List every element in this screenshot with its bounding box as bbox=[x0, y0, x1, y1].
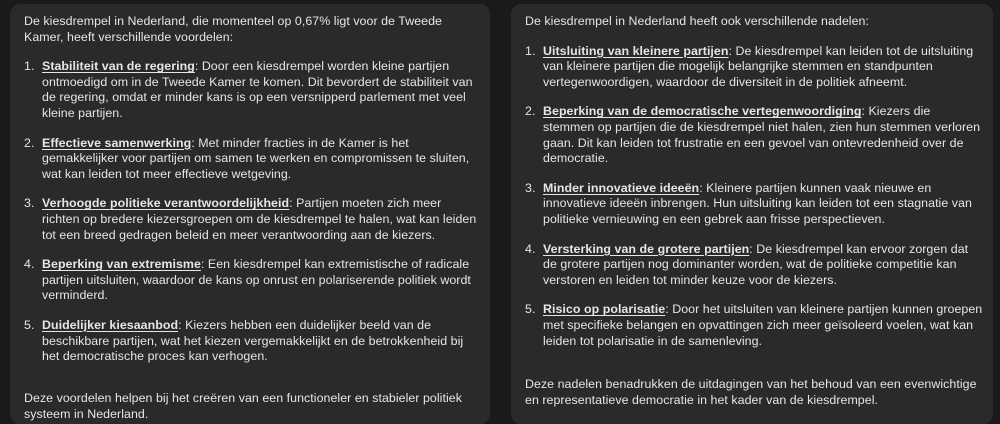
list-item bbox=[24, 196, 480, 243]
chat-message-nadelen bbox=[511, 4, 993, 424]
outro-text: Deze nadelen benadrukken de uitdagingen van het behoud van een evenwichtige en representatieve democratie in het kader van de kiesdrempel. bbox=[525, 377, 977, 407]
item-term: Minder innovatieve ideeën bbox=[543, 180, 700, 195]
item-number: 3. bbox=[24, 196, 35, 211]
item-number: 5. bbox=[525, 302, 536, 317]
disadvantages-list bbox=[525, 44, 983, 350]
item-term: Effectieve samenwerking bbox=[42, 135, 192, 150]
list-item bbox=[24, 257, 480, 304]
item-term: Beperking van extremisme bbox=[42, 257, 201, 272]
item-text: : Kiezers hebben een duidelijker beeld van de beschikbare partijen, wat het kiezen vergemakkelijkt en de betrokkenheid bij het democratische proces kan verhogen. bbox=[42, 317, 464, 364]
item-text: : Door het uitsluiten van kleinere partijen kunnen groepen met specifieke belangen en opvattingen zich meer geïsoleerd voelen, wat kan leiden tot polarisatie in de samenleving. bbox=[543, 302, 983, 348]
list-item bbox=[24, 318, 480, 365]
item-number: 4. bbox=[525, 241, 536, 256]
item-text: : Kiezers die stemmen op partijen die de kiesdrempel niet halen, zien hun stemmen verloren gaan. Dit kan leiden tot frustratie en een gevoel van ontevredenheid over de democratie. bbox=[543, 104, 981, 166]
item-text: : De kiesdrempel kan leiden tot de uitsluiting van kleinere partijen die mogelijk belangrijke stemmen en standpunten vertegenwoordigen, waardoor de diversiteit in de politiek afneemt. bbox=[543, 43, 974, 89]
item-number: 2. bbox=[24, 135, 35, 150]
item-term: Beperking van de democratische vertegenwoordiging bbox=[543, 104, 862, 119]
list-item bbox=[525, 242, 983, 289]
item-number: 2. bbox=[525, 104, 536, 119]
item-text: : Door een kiesdrempel worden kleine partijen ontmoedigd om in de Tweede Kamer te komen. Dit bevordert de stabiliteit van de regering, omdat er minder kans is op een versnipperd parlement met veel kleine partijen. bbox=[42, 59, 473, 120]
intro-text: De kiesdrempel in Nederland, die momenteel op 0,67% ligt voor de Tweede Kamer, heeft verschillende voordelen: bbox=[24, 14, 442, 44]
item-term: Duidelijker kiesaanbod bbox=[42, 317, 179, 332]
outro-text: Deze voordelen helpen bij het creëren van een functioneler en stabieler politiek systeem in Nederland. bbox=[24, 391, 462, 421]
advantages-list bbox=[24, 59, 480, 365]
list-item bbox=[24, 59, 480, 121]
list-item bbox=[525, 44, 983, 91]
list-item bbox=[525, 104, 983, 166]
message-body bbox=[24, 14, 480, 421]
list-item bbox=[24, 136, 480, 183]
item-number: 1. bbox=[525, 43, 536, 58]
item-term: Versterking van de grotere partijen bbox=[543, 241, 750, 256]
item-term: Stabiliteit van de regering bbox=[42, 59, 195, 74]
item-term: Risico op polarisatie bbox=[543, 302, 666, 317]
list-item bbox=[525, 181, 983, 228]
intro-text: De kiesdrempel in Nederland heeft ook verschillende nadelen: bbox=[525, 14, 869, 28]
item-term: Verhoogde politieke verantwoordelijkheid bbox=[42, 196, 290, 211]
item-text: : De kiesdrempel kan ervoor zorgen dat de grotere partijen nog dominanter worden, wat de politieke competitie kan verstoren en leiden tot minder keuze voor de kiezers. bbox=[543, 241, 969, 287]
chat-message-voordelen bbox=[10, 4, 490, 424]
item-text: : Met minder fracties in de Kamer is het gemakkelijker voor partijen om samen te werken en compromissen te sluiten, wat kan leiden tot meer effectieve wetgeving. bbox=[42, 135, 470, 181]
list-item bbox=[525, 302, 983, 349]
item-text: : Partijen moeten zich meer richten op bredere kiezersgroepen om de kiesdrempel te halen, wat kan leiden tot een breed gedragen beleid en meer verantwoording aan de kiezers. bbox=[42, 196, 477, 242]
item-number: 4. bbox=[24, 257, 35, 272]
item-term: Uitsluiting van kleinere partijen bbox=[543, 43, 729, 58]
item-number: 5. bbox=[24, 317, 35, 332]
item-text: : Een kiesdrempel kan extremistische of radicale partijen uitsluiten, waardoor de kans op onrust en polariserende politiek wordt verminderd. bbox=[42, 257, 471, 303]
message-body bbox=[525, 14, 983, 407]
item-number: 3. bbox=[525, 180, 536, 195]
item-number: 1. bbox=[24, 59, 35, 74]
item-text: : Kleinere partijen kunnen vaak nieuwe en innovatieve ideeën inbrengen. Hun uitsluiting kan leiden tot een stagnatie van politieke vernieuwing en een gebrek aan frisse perspectieven. bbox=[543, 180, 972, 226]
